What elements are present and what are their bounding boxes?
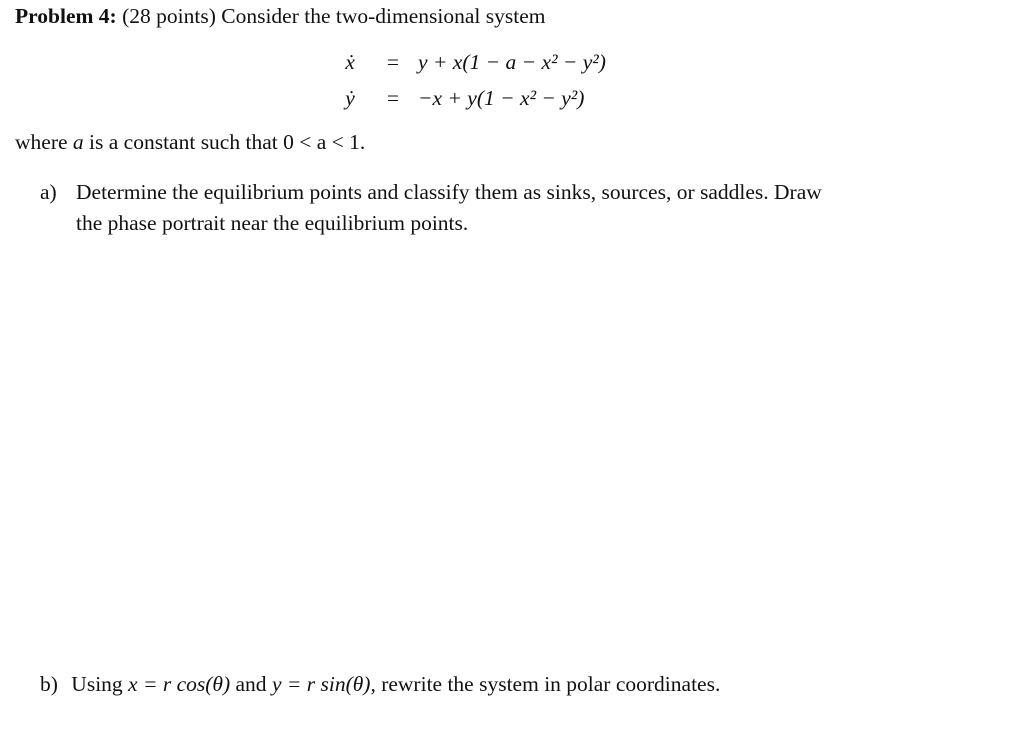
condition-prefix: where [15, 130, 68, 154]
part-b [40, 672, 720, 697]
equation-rhs: −x + y(1 − x² − y²) [418, 86, 585, 110]
equation-row [0, 86, 1024, 116]
equation-equals: = [386, 50, 400, 74]
problem-points: (28 points) [122, 4, 216, 28]
part-b-eq1: x = r cos(θ) [128, 672, 231, 696]
part-b-prefix: Using [71, 672, 123, 696]
equation-rhs: y + x(1 − a − x² − y²) [418, 50, 606, 74]
answer-space [40, 250, 980, 650]
problem-intro: Consider the two-dimensional system [221, 4, 546, 28]
condition-line [15, 130, 365, 155]
part-b-and: and [235, 672, 267, 696]
part-b-eq2: y = r sin(θ), [271, 672, 376, 696]
equation-lhs: ẏ [345, 86, 355, 110]
problem-header [15, 4, 546, 29]
part-b-label: b) [40, 672, 58, 696]
part-b-suffix: rewrite the system in polar coordinates. [381, 672, 721, 696]
condition-inequality: 0 < a < 1. [283, 130, 366, 154]
equation-row [0, 50, 1024, 80]
condition-middle: is a constant such that [89, 130, 278, 154]
problem-heading: Problem 4: [15, 4, 117, 28]
part-a-label: a) [40, 180, 57, 204]
part-a-line1: Determine the equilibrium points and classify them as sinks, sources, or saddles. Draw [76, 180, 822, 204]
equation-equals: = [386, 86, 400, 110]
equation-lhs: ẋ [345, 50, 355, 74]
part-a-line2: the phase portrait near the equilibrium points. [76, 211, 469, 235]
condition-variable: a [72, 130, 84, 154]
